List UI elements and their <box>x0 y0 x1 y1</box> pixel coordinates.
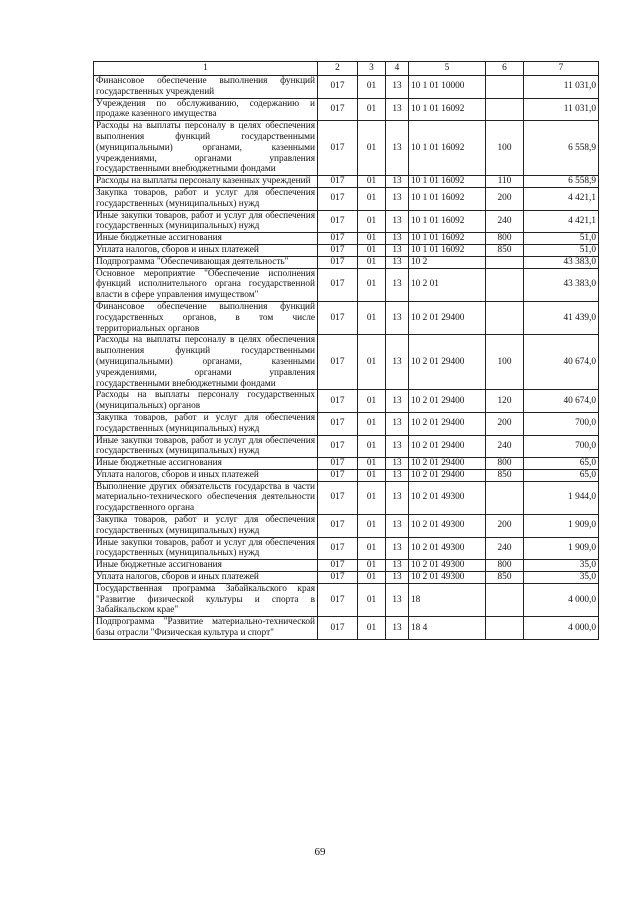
cell-section-code: 01 <box>358 256 386 268</box>
cell-subsection-code: 13 <box>386 76 409 99</box>
cell-target-article-code: 10 1 01 16092 <box>409 233 486 245</box>
cell-subsection-code: 13 <box>386 187 409 210</box>
cell-subsection-code: 13 <box>386 435 409 458</box>
header-col-1: 1 <box>94 62 318 76</box>
budget-table <box>93 61 599 640</box>
cell-section-code: 01 <box>358 469 386 481</box>
cell-amount: 700,0 <box>524 435 599 458</box>
header-col-7: 7 <box>524 62 599 76</box>
cell-section-code: 01 <box>358 537 386 560</box>
cell-section-code: 01 <box>358 560 386 572</box>
cell-section-code: 01 <box>358 176 386 188</box>
cell-amount: 51,0 <box>524 233 599 245</box>
cell-amount: 11 031,0 <box>524 98 599 121</box>
cell-amount: 1 909,0 <box>524 537 599 560</box>
cell-section-code: 01 <box>358 458 386 470</box>
cell-grbs-code: 017 <box>318 617 358 640</box>
header-row <box>94 62 599 76</box>
header-col-6: 6 <box>486 62 524 76</box>
cell-amount: 4 421,1 <box>524 210 599 233</box>
cell-subsection-code: 13 <box>386 537 409 560</box>
cell-target-article-code: 10 2 01 49300 <box>409 515 486 538</box>
table-row <box>94 560 599 572</box>
cell-section-code: 01 <box>358 301 386 334</box>
cell-amount: 4 421,1 <box>524 187 599 210</box>
table-row <box>94 76 599 99</box>
cell-section-code: 01 <box>358 515 386 538</box>
cell-target-article-code: 10 2 01 29400 <box>409 390 486 413</box>
cell-grbs-code: 017 <box>318 458 358 470</box>
cell-expense-type-code: 240 <box>486 435 524 458</box>
cell-grbs-code: 017 <box>318 176 358 188</box>
cell-subsection-code: 13 <box>386 256 409 268</box>
cell-target-article-code: 10 2 01 49300 <box>409 537 486 560</box>
cell-name: Иные бюджетные ассигнования <box>94 560 318 572</box>
cell-subsection-code: 13 <box>386 244 409 256</box>
cell-amount: 11 031,0 <box>524 76 599 99</box>
cell-name: Иные бюджетные ассигнования <box>94 233 318 245</box>
cell-subsection-code: 13 <box>386 121 409 176</box>
cell-expense-type-code <box>486 98 524 121</box>
cell-target-article-code: 10 2 01 29400 <box>409 435 486 458</box>
cell-subsection-code: 13 <box>386 469 409 481</box>
cell-subsection-code: 13 <box>386 390 409 413</box>
cell-expense-type-code: 800 <box>486 233 524 245</box>
cell-target-article-code: 10 1 01 16092 <box>409 244 486 256</box>
cell-section-code: 01 <box>358 583 386 616</box>
cell-name: Финансовое обеспечение выполнения функций государственных органов, в том числе территориальных органов <box>94 301 318 334</box>
table-row <box>94 335 599 390</box>
cell-expense-type-code: 200 <box>486 412 524 435</box>
cell-expense-type-code <box>486 268 524 301</box>
cell-grbs-code: 017 <box>318 301 358 334</box>
table-row <box>94 458 599 470</box>
cell-target-article-code: 18 <box>409 583 486 616</box>
table-row <box>94 256 599 268</box>
cell-section-code: 01 <box>358 76 386 99</box>
cell-grbs-code: 017 <box>318 572 358 584</box>
cell-target-article-code: 10 1 01 16092 <box>409 210 486 233</box>
cell-section-code: 01 <box>358 481 386 514</box>
table-row <box>94 121 599 176</box>
cell-subsection-code: 13 <box>386 268 409 301</box>
cell-expense-type-code <box>486 256 524 268</box>
cell-name: Уплата налогов, сборов и иных платежей <box>94 572 318 584</box>
cell-amount: 700,0 <box>524 412 599 435</box>
cell-name: Закупка товаров, работ и услуг для обеспечения государственных (муниципальных) нужд <box>94 187 318 210</box>
cell-target-article-code: 10 2 01 29400 <box>409 469 486 481</box>
cell-name: Уплата налогов, сборов и иных платежей <box>94 469 318 481</box>
cell-section-code: 01 <box>358 268 386 301</box>
cell-target-article-code: 10 2 <box>409 256 486 268</box>
cell-name: Выполнение других обязательств государства в части материально-технического обеспечения деятельности государственного органа <box>94 481 318 514</box>
cell-grbs-code: 017 <box>318 560 358 572</box>
table-row <box>94 537 599 560</box>
cell-section-code: 01 <box>358 98 386 121</box>
cell-section-code: 01 <box>358 572 386 584</box>
cell-target-article-code: 10 2 01 49300 <box>409 481 486 514</box>
cell-expense-type-code <box>486 617 524 640</box>
cell-grbs-code: 017 <box>318 537 358 560</box>
cell-subsection-code: 13 <box>386 617 409 640</box>
cell-grbs-code: 017 <box>318 515 358 538</box>
cell-grbs-code: 017 <box>318 244 358 256</box>
cell-section-code: 01 <box>358 187 386 210</box>
cell-target-article-code: 10 2 01 29400 <box>409 458 486 470</box>
cell-subsection-code: 13 <box>386 301 409 334</box>
cell-expense-type-code: 100 <box>486 121 524 176</box>
cell-name: Основное мероприятие "Обеспечение исполнения функций исполнительного органа государственной власти в сфере управления имуществом" <box>94 268 318 301</box>
cell-expense-type-code: 850 <box>486 244 524 256</box>
table-row <box>94 412 599 435</box>
header-col-4: 4 <box>386 62 409 76</box>
cell-amount: 65,0 <box>524 458 599 470</box>
table-row <box>94 187 599 210</box>
cell-expense-type-code <box>486 76 524 99</box>
cell-amount: 40 674,0 <box>524 390 599 413</box>
cell-target-article-code: 10 2 01 <box>409 268 486 301</box>
table-row <box>94 572 599 584</box>
cell-amount: 51,0 <box>524 244 599 256</box>
cell-target-article-code: 10 2 01 29400 <box>409 412 486 435</box>
cell-amount: 4 000,0 <box>524 583 599 616</box>
cell-name: Иные закупки товаров, работ и услуг для обеспечения государственных (муниципальных) нужд <box>94 435 318 458</box>
cell-grbs-code: 017 <box>318 390 358 413</box>
cell-expense-type-code: 120 <box>486 390 524 413</box>
cell-name: Государственная программа Забайкальского края "Развитие физической культуры и спорта в Забайкальском крае" <box>94 583 318 616</box>
cell-section-code: 01 <box>358 233 386 245</box>
cell-grbs-code: 017 <box>318 412 358 435</box>
cell-amount: 6 558,9 <box>524 176 599 188</box>
cell-subsection-code: 13 <box>386 98 409 121</box>
cell-amount: 6 558,9 <box>524 121 599 176</box>
header-col-2: 2 <box>318 62 358 76</box>
cell-target-article-code: 10 1 01 10000 <box>409 76 486 99</box>
cell-amount: 41 439,0 <box>524 301 599 334</box>
cell-expense-type-code: 850 <box>486 469 524 481</box>
table-row <box>94 301 599 334</box>
table-row <box>94 583 599 616</box>
cell-grbs-code: 017 <box>318 76 358 99</box>
cell-target-article-code: 10 1 01 16092 <box>409 176 486 188</box>
cell-amount: 65,0 <box>524 469 599 481</box>
cell-expense-type-code: 850 <box>486 572 524 584</box>
cell-amount: 4 000,0 <box>524 617 599 640</box>
cell-subsection-code: 13 <box>386 458 409 470</box>
cell-name: Финансовое обеспечение выполнения функций государственных учреждений <box>94 76 318 99</box>
cell-target-article-code: 10 2 01 49300 <box>409 572 486 584</box>
cell-name: Расходы на выплаты персоналу в целях обеспечения выполнения функций государственными (муниципальными) органами, казенными учреждениями, органами управления государственными внебюджетными фондами <box>94 335 318 390</box>
cell-amount: 1 909,0 <box>524 515 599 538</box>
cell-expense-type-code: 240 <box>486 210 524 233</box>
cell-subsection-code: 13 <box>386 481 409 514</box>
cell-amount: 40 674,0 <box>524 335 599 390</box>
cell-expense-type-code <box>486 481 524 514</box>
table-row <box>94 98 599 121</box>
cell-grbs-code: 017 <box>318 256 358 268</box>
cell-grbs-code: 017 <box>318 469 358 481</box>
table-row <box>94 390 599 413</box>
cell-section-code: 01 <box>358 244 386 256</box>
cell-amount: 1 944,0 <box>524 481 599 514</box>
cell-name: Закупка товаров, работ и услуг для обеспечения государственных (муниципальных) нужд <box>94 515 318 538</box>
cell-grbs-code: 017 <box>318 210 358 233</box>
cell-target-article-code: 10 1 01 16092 <box>409 187 486 210</box>
cell-grbs-code: 017 <box>318 335 358 390</box>
cell-grbs-code: 017 <box>318 121 358 176</box>
cell-expense-type-code <box>486 583 524 616</box>
cell-target-article-code: 10 1 01 16092 <box>409 121 486 176</box>
header-col-5: 5 <box>409 62 486 76</box>
cell-subsection-code: 13 <box>386 583 409 616</box>
cell-target-article-code: 10 2 01 49300 <box>409 560 486 572</box>
cell-name: Иные закупки товаров, работ и услуг для обеспечения государственных (муниципальных) нужд <box>94 537 318 560</box>
cell-subsection-code: 13 <box>386 233 409 245</box>
cell-expense-type-code: 200 <box>486 515 524 538</box>
cell-expense-type-code <box>486 301 524 334</box>
cell-subsection-code: 13 <box>386 515 409 538</box>
cell-section-code: 01 <box>358 121 386 176</box>
cell-expense-type-code: 110 <box>486 176 524 188</box>
cell-subsection-code: 13 <box>386 210 409 233</box>
cell-target-article-code: 10 2 01 29400 <box>409 335 486 390</box>
cell-expense-type-code: 800 <box>486 458 524 470</box>
header-col-3: 3 <box>358 62 386 76</box>
cell-subsection-code: 13 <box>386 572 409 584</box>
table-row <box>94 268 599 301</box>
cell-name: Учреждения по обслуживанию, содержанию и продаже казенного имущества <box>94 98 318 121</box>
table-row <box>94 435 599 458</box>
cell-section-code: 01 <box>358 390 386 413</box>
cell-target-article-code: 10 2 01 29400 <box>409 301 486 334</box>
cell-grbs-code: 017 <box>318 187 358 210</box>
cell-expense-type-code: 240 <box>486 537 524 560</box>
cell-name: Уплата налогов, сборов и иных платежей <box>94 244 318 256</box>
cell-amount: 43 383,0 <box>524 268 599 301</box>
table-row <box>94 233 599 245</box>
table-row <box>94 515 599 538</box>
cell-grbs-code: 017 <box>318 98 358 121</box>
cell-name: Расходы на выплаты персоналу в целях обеспечения выполнения функций государственными (муниципальными) органами, казенными учреждениями, органами управления государственными внебюджетными фондами <box>94 121 318 176</box>
cell-name: Подпрограмма "Обеспечивающая деятельность" <box>94 256 318 268</box>
cell-grbs-code: 017 <box>318 583 358 616</box>
table-row <box>94 469 599 481</box>
cell-name: Закупка товаров, работ и услуг для обеспечения государственных (муниципальных) нужд <box>94 412 318 435</box>
cell-subsection-code: 13 <box>386 335 409 390</box>
cell-amount: 35,0 <box>524 560 599 572</box>
cell-target-article-code: 18 4 <box>409 617 486 640</box>
cell-expense-type-code: 100 <box>486 335 524 390</box>
cell-grbs-code: 017 <box>318 481 358 514</box>
cell-expense-type-code: 200 <box>486 187 524 210</box>
cell-section-code: 01 <box>358 435 386 458</box>
cell-grbs-code: 017 <box>318 435 358 458</box>
cell-amount: 35,0 <box>524 572 599 584</box>
table-row <box>94 617 599 640</box>
cell-name: Иные бюджетные ассигнования <box>94 458 318 470</box>
cell-amount: 43 383,0 <box>524 256 599 268</box>
cell-subsection-code: 13 <box>386 176 409 188</box>
cell-section-code: 01 <box>358 617 386 640</box>
cell-grbs-code: 017 <box>318 268 358 301</box>
table-row <box>94 244 599 256</box>
cell-name: Подпрограмма "Развитие материально-технической базы отрасли "Физическая культура и спорт" <box>94 617 318 640</box>
cell-name: Расходы на выплаты персоналу казенных учреждений <box>94 176 318 188</box>
cell-section-code: 01 <box>358 412 386 435</box>
table-row <box>94 176 599 188</box>
cell-section-code: 01 <box>358 210 386 233</box>
cell-name: Иные закупки товаров, работ и услуг для обеспечения государственных (муниципальных) нужд <box>94 210 318 233</box>
table-row <box>94 210 599 233</box>
cell-grbs-code: 017 <box>318 233 358 245</box>
cell-expense-type-code: 800 <box>486 560 524 572</box>
cell-subsection-code: 13 <box>386 412 409 435</box>
cell-name: Расходы на выплаты персоналу государственных (муниципальных) органов <box>94 390 318 413</box>
cell-subsection-code: 13 <box>386 560 409 572</box>
page-number: 69 <box>314 846 326 858</box>
table-row <box>94 481 599 514</box>
cell-target-article-code: 10 1 01 16092 <box>409 98 486 121</box>
cell-section-code: 01 <box>358 335 386 390</box>
